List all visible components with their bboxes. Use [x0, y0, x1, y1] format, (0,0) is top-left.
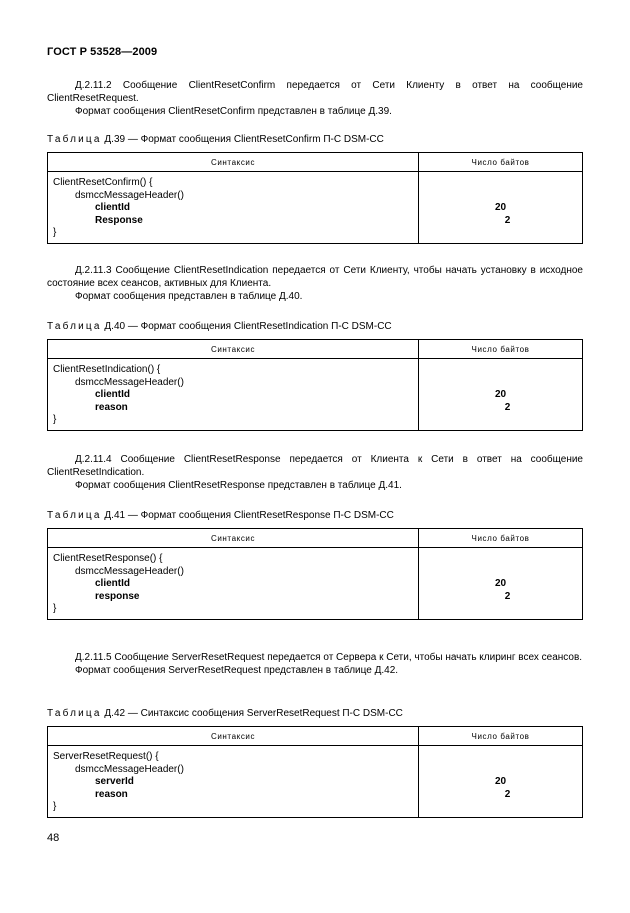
- byte-count: 2: [504, 401, 511, 413]
- code-line: ServerResetRequest() {: [53, 751, 159, 762]
- code-line: ClientResetConfirm() {: [53, 177, 153, 188]
- table-caption: [47, 708, 403, 719]
- field-name: Response: [95, 214, 143, 226]
- table-caption: [47, 510, 394, 521]
- column-header-bytes: Число байтов: [419, 727, 583, 746]
- field-name: clientId: [95, 202, 131, 213]
- paragraph: Формат сообщения ServerResetRequest представлен в таблице Д.42.: [75, 665, 399, 676]
- byte-count: 20: [494, 578, 507, 589]
- code-line: dsmccMessageHeader(): [75, 376, 184, 388]
- message-table: [47, 339, 583, 431]
- column-header-syntax: Синтаксис: [48, 727, 419, 746]
- caption-text: Д.42 — Синтаксис сообщения ServerResetRequest П-С DSM-CC: [101, 708, 403, 719]
- section-d-2-11-5: [47, 651, 583, 677]
- code-line: ClientResetResponse() {: [53, 553, 163, 564]
- field-name: clientId: [95, 389, 131, 400]
- caption-prefix: Таблица: [47, 321, 102, 332]
- table-caption: [47, 134, 384, 145]
- byte-count: 20: [494, 389, 507, 400]
- code-line: }: [53, 801, 57, 812]
- caption-text: Д.39 — Формат сообщения ClientResetConfirm П-С DSM-CC: [101, 134, 384, 145]
- code-line: }: [53, 414, 57, 425]
- paragraph: Д.2.11.3 Сообщение ClientResetIndication передается от Сети Клиенту, чтобы начать установку в исходное состояние всех сеансов, активных для Клиента.: [47, 265, 583, 289]
- column-header-syntax: Синтаксис: [48, 153, 419, 172]
- paragraph: Формат сообщения ClientResetConfirm представлен в таблице Д.39.: [75, 106, 392, 117]
- message-table: [47, 528, 583, 620]
- caption-prefix: Таблица: [47, 708, 102, 719]
- bytes-cell: [419, 746, 583, 818]
- code-line: }: [53, 227, 57, 238]
- table-caption: [47, 321, 392, 332]
- message-table: [47, 726, 583, 818]
- paragraph: Формат сообщения представлен в таблице Д.40.: [75, 291, 303, 302]
- byte-count: 20: [494, 776, 507, 787]
- column-header-syntax: Синтаксис: [48, 529, 419, 548]
- byte-count: 2: [504, 788, 511, 800]
- column-header-bytes: Число байтов: [419, 153, 583, 172]
- caption-text: Д.40 — Формат сообщения ClientResetIndication П-С DSM-CC: [101, 321, 392, 332]
- syntax-cell: [48, 746, 419, 818]
- code-line: ClientResetIndication() {: [53, 364, 161, 375]
- caption-prefix: Таблица: [47, 510, 102, 521]
- field-name: serverId: [95, 776, 134, 787]
- caption-text: Д.41 — Формат сообщения ClientResetResponse П-С DSM-CC: [101, 510, 394, 521]
- paragraph: Д.2.11.4 Сообщение ClientResetResponse передается от Клиента к Сети в ответ на сообщение ClientResetIndication.: [47, 454, 583, 478]
- bytes-cell: [419, 548, 583, 620]
- syntax-cell: [48, 548, 419, 620]
- bytes-cell: [419, 359, 583, 431]
- byte-count: 20: [494, 202, 507, 213]
- column-header-bytes: Число байтов: [419, 340, 583, 359]
- syntax-cell: [48, 359, 419, 431]
- field-name: clientId: [95, 578, 131, 589]
- caption-prefix: Таблица: [47, 134, 102, 145]
- byte-count: 2: [504, 590, 511, 602]
- field-name: response: [95, 590, 140, 602]
- section-d-2-11-2: [47, 79, 583, 118]
- field-name: reason: [95, 788, 128, 800]
- paragraph: Д.2.11.2 Сообщение ClientResetConfirm передается от Сети Клиенту в ответ на сообщение ClientResetRequest.: [47, 80, 583, 104]
- code-line: }: [53, 603, 57, 614]
- syntax-cell: [48, 172, 419, 244]
- code-line: dsmccMessageHeader(): [75, 189, 184, 201]
- byte-count: 2: [504, 214, 511, 226]
- paragraph: Формат сообщения ClientResetResponse представлен в таблице Д.41.: [75, 480, 402, 491]
- field-name: reason: [95, 401, 128, 413]
- code-line: dsmccMessageHeader(): [75, 763, 184, 775]
- code-line: dsmccMessageHeader(): [75, 565, 184, 577]
- section-d-2-11-4: [47, 453, 583, 492]
- message-table: [47, 152, 583, 244]
- paragraph: Д.2.11.5 Сообщение ServerResetRequest передается от Сервера к Сети, чтобы начать клиринг всех сеансов.: [75, 652, 583, 663]
- section-d-2-11-3: [47, 264, 583, 303]
- page-header: ГОСТ Р 53528—2009: [47, 46, 158, 58]
- bytes-cell: [419, 172, 583, 244]
- column-header-syntax: Синтаксис: [48, 340, 419, 359]
- page-number: 48: [47, 832, 60, 844]
- column-header-bytes: Число байтов: [419, 529, 583, 548]
